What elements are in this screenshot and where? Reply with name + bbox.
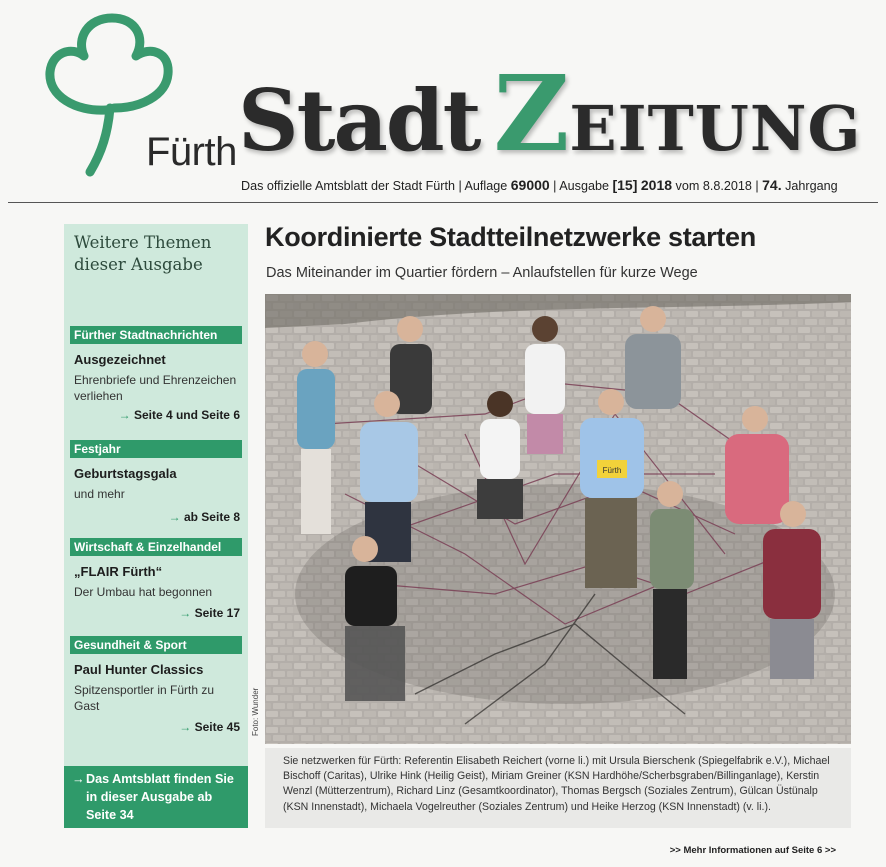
section-description: Der Umbau hat begonnen xyxy=(74,585,213,599)
masthead-divider xyxy=(8,202,878,203)
arrow-right-icon: → xyxy=(72,772,85,786)
article-subhead: Das Miteinander im Quartier fördern – Anlaufstellen für kurze Wege xyxy=(266,265,698,281)
circulation: 69000 xyxy=(510,177,550,193)
title-eitung: EITUNG xyxy=(569,92,862,165)
section-category: Gesundheit & Sport xyxy=(70,636,242,654)
sidebar-section[interactable] xyxy=(64,326,248,422)
section-title[interactable]: Ausgezeichnet xyxy=(74,352,166,367)
section-title[interactable]: „FLAIR Fürth“ xyxy=(74,564,163,579)
logo-text: Fürth xyxy=(146,130,237,174)
city-logo xyxy=(36,12,237,182)
article-headline: Koordinierte Stadtteilnetzwerke starten xyxy=(265,222,756,252)
section-description: Ehrenbriefe und Ehrenzeichen verliehen xyxy=(74,373,237,403)
section-description: und mehr xyxy=(74,487,125,501)
sidebar-heading: Weitere Themen dieser Ausgabe xyxy=(74,233,212,274)
sidebar xyxy=(64,224,248,828)
article-photo xyxy=(265,294,851,744)
section-description: Spitzensportler in Fürth zu Gast xyxy=(74,683,215,713)
volume-label: Jahrgang xyxy=(781,179,838,193)
section-title[interactable]: Geburtstagsgala xyxy=(74,466,177,481)
arrow-right-icon: → xyxy=(118,408,131,422)
sidebar-section[interactable] xyxy=(64,538,248,620)
section-page-link[interactable] xyxy=(64,510,240,524)
more-info-link[interactable]: >> Mehr Informationen auf Seite 6 >> xyxy=(669,845,836,856)
arrow-right-icon: → xyxy=(179,606,192,620)
photo-caption: Sie netzwerken für Fürth: Referentin Elisabeth Reichert (vorne li.) mit Ursula Bierschenk (Spiegelfabrik e.V.), Michael Bischoff (Caritas), Ulrike Hink (Heilig Geist), Miriam Greiner (KSN Hardhöhe/Scherbsgraben/Billinganlage), Kerstin Wenzl (Mütterzentrum), Richard Linz (Gesamtkoordinator), Thomas Bergsch (Soziales Zentrum), Gülcan Üstünalp (KSN Innenstadt), Michaela Vogelreuther (Soziales Zentrum) und Heike Herzog (KSN Innenstadt) (v. li.). xyxy=(265,748,851,828)
tagline xyxy=(241,177,838,193)
volume-number: 74. xyxy=(762,177,782,193)
page-ref: Seite 45 xyxy=(194,720,240,734)
arrow-right-icon: → xyxy=(168,510,181,524)
amtsblatt-text: Das Amtsblatt finden Sie in dieser Ausgabe ab Seite 34 xyxy=(86,772,234,822)
section-page-link[interactable] xyxy=(64,606,240,620)
sidebar-section[interactable] xyxy=(64,636,248,734)
tagline-issue-label: | Ausgabe xyxy=(549,179,613,193)
title-stadt: Stadt xyxy=(238,71,480,170)
section-category: Wirtschaft & Einzelhandel xyxy=(70,538,242,556)
photo-credit: Foto: Wunder xyxy=(251,687,260,736)
newspaper-title xyxy=(238,52,862,175)
issue-year: 2018 xyxy=(640,177,673,193)
sidebar-section[interactable] xyxy=(64,440,248,524)
page-ref: ab Seite 8 xyxy=(183,510,240,524)
issue-number: [15] xyxy=(612,177,638,193)
amtsblatt-banner[interactable] xyxy=(64,766,248,828)
section-page-link[interactable] xyxy=(64,408,240,422)
sign-text: Fürth xyxy=(602,466,622,475)
title-z: Z xyxy=(493,52,570,175)
section-category: Fürther Stadtnachrichten xyxy=(70,326,242,344)
tagline-prefix: Das offizielle Amtsblatt der Stadt Fürth | Auflage xyxy=(241,179,511,193)
section-category: Festjahr xyxy=(70,440,242,458)
tagline-date: vom 8.8.2018 | xyxy=(672,179,763,193)
section-title[interactable]: Paul Hunter Classics xyxy=(74,662,204,677)
page-ref: Seite 17 xyxy=(194,606,240,620)
section-page-link[interactable] xyxy=(64,720,240,734)
arrow-right-icon: → xyxy=(179,720,192,734)
group-photo-illustration xyxy=(265,294,851,744)
page-ref: Seite 4 und Seite 6 xyxy=(133,408,240,422)
